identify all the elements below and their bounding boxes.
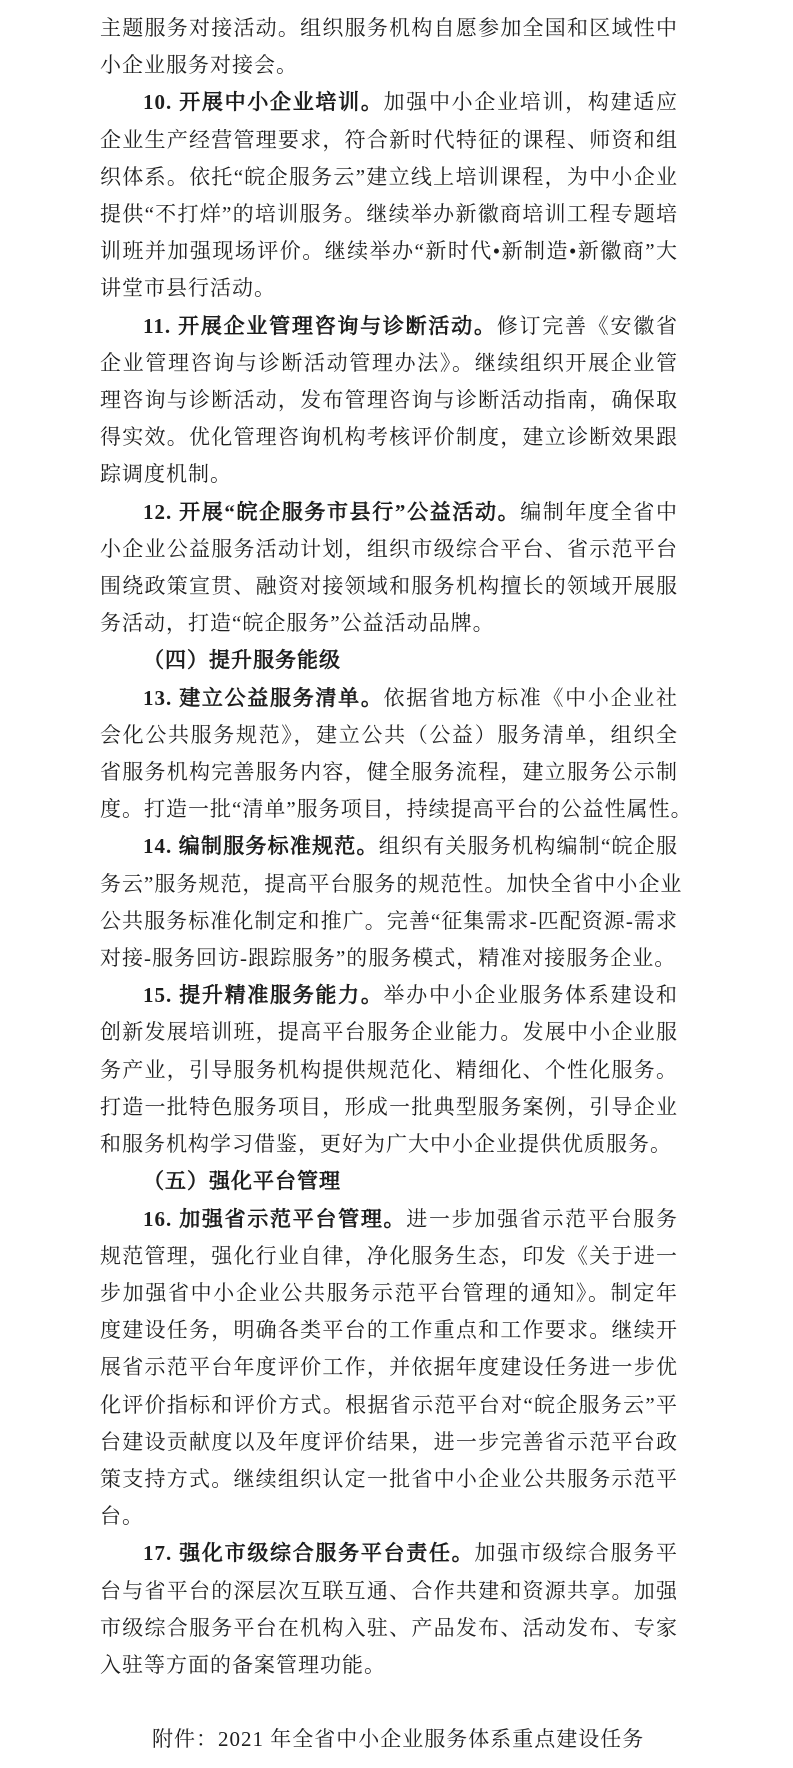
paragraph-15-line-1 <box>100 977 678 1014</box>
paragraph-16-line-9 <box>100 1498 678 1535</box>
body-text: 训班并加强现场评价。继续举办“新时代•新制造•新徽商”大 <box>100 239 678 264</box>
body-text: 附件：2021 年全省中小企业服务体系重点建设任务 <box>152 1727 645 1752</box>
body-text: 度建设任务，明确各类平台的工作重点和工作要求。继续开 <box>100 1318 678 1343</box>
paragraph-16-line-1 <box>100 1201 678 1238</box>
body-text: 企业生产经营管理要求，符合新时代特征的课程、师资和组 <box>100 127 678 152</box>
paragraph-10-line-4 <box>100 196 678 233</box>
paragraph-13-line-4 <box>100 791 693 828</box>
paragraph-14-line-2 <box>100 866 683 903</box>
bold-lead-text: （四）提升服务能级 <box>143 648 341 673</box>
paragraph-13-line-3 <box>100 754 678 791</box>
paragraph-14 <box>100 828 683 977</box>
paragraph-12 <box>100 494 678 643</box>
body-text: 踪调度机制。 <box>100 462 232 487</box>
body-text: 编制年度全省中 <box>520 499 679 524</box>
section-heading-4 <box>100 642 678 679</box>
body-text: 围绕政策宣贯、融资对接领域和服务机构擅长的领域开展服 <box>100 574 678 599</box>
paragraph-11-line-5 <box>100 456 678 493</box>
bold-lead-text: 15. 提升精准服务能力。 <box>143 983 384 1008</box>
attachment-line <box>100 1721 678 1758</box>
paragraph-10-line-1 <box>100 84 678 121</box>
body-text: 省服务机构完善服务内容，健全服务流程，建立服务公示制 <box>100 760 678 785</box>
body-text: 得实效。优化管理咨询机构考核评价制度，建立诊断效果跟 <box>100 425 678 450</box>
paragraph-11 <box>100 308 678 494</box>
body-text: 打造一批特色服务项目，形成一批典型服务案例，引导企业 <box>100 1094 678 1119</box>
paragraph-13-line-2 <box>100 717 678 754</box>
body-text: 加强市级综合服务平 <box>474 1541 679 1566</box>
body-text: 和服务机构学习借鉴，更好为广大中小企业提供优质服务。 <box>100 1132 672 1157</box>
paragraph-16-line-7 <box>100 1424 678 1461</box>
body-text: 展省示范平台年度评价工作，并依据年度建设任务进一步优 <box>100 1355 678 1380</box>
paragraph-continuation-line-2 <box>100 47 678 84</box>
body-text: 创新发展培训班，提高平台服务企业能力。发展中小企业服 <box>100 1020 678 1045</box>
body-text: 小企业服务对接会。 <box>100 53 298 78</box>
paragraph-14-line-1 <box>100 828 678 865</box>
paragraph-15-line-5 <box>100 1126 678 1163</box>
body-text: 进一步加强省示范平台服务 <box>406 1206 678 1231</box>
paragraph-15-line-3 <box>100 1052 678 1089</box>
paragraph-10-line-3 <box>100 159 678 196</box>
bold-lead-text: 14. 编制服务标准规范。 <box>143 834 379 859</box>
bold-lead-text: 10. 开展中小企业培训。 <box>143 90 384 115</box>
paragraph-11-line-3 <box>100 382 678 419</box>
paragraph-continuation <box>100 10 678 84</box>
bold-lead-text: 12. 开展“皖企服务市县行”公益活动。 <box>143 499 521 524</box>
paragraph-10-line-6 <box>100 270 678 307</box>
body-text: 企业管理咨询与诊断活动管理办法》。继续组织开展企业管 <box>100 350 678 375</box>
paragraph-12-line-2 <box>100 531 678 568</box>
body-text: 台建设贡献度以及年度评价结果，进一步完善省示范平台政 <box>100 1429 678 1454</box>
body-text: 步加强省中小企业公共服务示范平台管理的通知》。制定年 <box>100 1280 678 1305</box>
body-text: 讲堂市县行活动。 <box>100 276 276 301</box>
paragraph-16-line-2 <box>100 1238 678 1275</box>
body-text: 理咨询与诊断活动，发布管理咨询与诊断活动指南，确保取 <box>100 388 678 413</box>
paragraph-17-line-2 <box>100 1573 678 1610</box>
bold-lead-text: 17. 强化市级综合服务平台责任。 <box>143 1541 475 1566</box>
paragraph-17-line-3 <box>100 1610 678 1647</box>
paragraph-17-line-1 <box>100 1535 678 1572</box>
paragraph-continuation-line-1 <box>100 10 678 47</box>
body-text: 主题服务对接活动。组织服务机构自愿参加全国和区域性中 <box>100 16 678 40</box>
paragraph-11-line-4 <box>100 419 678 456</box>
paragraph-16-line-3 <box>100 1275 678 1312</box>
body-text: 依据省地方标准《中小企业社 <box>383 685 679 710</box>
body-text: 市级综合服务平台在机构入驻、产品发布、活动发布、专家 <box>100 1615 678 1640</box>
body-text: 会化公共服务规范》，建立公共（公益）服务清单，组织全 <box>100 722 678 747</box>
bold-lead-text: 16. 加强省示范平台管理。 <box>143 1206 407 1231</box>
body-text: 提供“不打烊”的培训服务。继续举办新徽商培训工程专题培 <box>100 202 678 227</box>
body-text: 务活动，打造“皖企服务”公益活动品牌。 <box>100 611 495 636</box>
paragraph-15 <box>100 977 678 1163</box>
bold-lead-text: （五）强化平台管理 <box>143 1169 341 1194</box>
body-text: 公共服务标准化制定和推广。完善“征集需求-匹配资源-需求 <box>100 908 678 933</box>
paragraph-17-line-4 <box>100 1647 678 1684</box>
body-text: 举办中小企业服务体系建设和 <box>383 983 679 1008</box>
paragraph-11-line-2 <box>100 345 678 382</box>
body-text: 织体系。依托“皖企服务云”建立线上培训课程，为中小企业 <box>100 164 678 189</box>
body-text: 加强中小企业培训，构建适应 <box>383 90 679 115</box>
paragraph-16-line-4 <box>100 1312 678 1349</box>
bold-lead-text: 11. 开展企业管理咨询与诊断活动。 <box>143 313 497 338</box>
body-text: 化评价指标和评价方式。根据省示范平台对“皖企服务云”平 <box>100 1392 678 1417</box>
body-text: 对接-服务回访-跟踪服务”的服务模式，精准对接服务企业。 <box>100 946 677 971</box>
section-heading-5 <box>100 1163 678 1200</box>
paragraph-10 <box>100 84 678 307</box>
paragraph-12-line-4 <box>100 605 678 642</box>
paragraph-12-line-3 <box>100 568 678 605</box>
paragraph-11-line-1 <box>100 308 678 345</box>
paragraph-10-line-2 <box>100 122 678 159</box>
body-text: 台与省平台的深层次互联互通、合作共建和资源共享。加强 <box>100 1578 678 1603</box>
paragraph-16 <box>100 1201 678 1536</box>
section-heading-4-line-1 <box>100 642 678 679</box>
paragraph-12-line-1 <box>100 494 678 531</box>
body-text: 台。 <box>100 1504 144 1529</box>
paragraph-16-line-8 <box>100 1461 678 1498</box>
paragraph-13 <box>100 680 693 829</box>
body-text: 策支持方式。继续组织认定一批省中小企业公共服务示范平 <box>100 1466 678 1491</box>
body-text: 入驻等方面的备案管理功能。 <box>100 1652 386 1677</box>
paragraph-17 <box>100 1535 678 1684</box>
paragraph-16-line-6 <box>100 1387 678 1424</box>
body-text: 度。打造一批“清单”服务项目，持续提高平台的公益性属性。 <box>100 797 693 822</box>
body-text: 务产业，引导服务机构提供规范化、精细化、个性化服务。 <box>100 1057 678 1082</box>
bold-lead-text: 13. 建立公益服务清单。 <box>143 685 384 710</box>
attachment-line-line-1 <box>100 1721 678 1758</box>
paragraph-13-line-1 <box>100 680 678 717</box>
body-text: 组织有关服务机构编制“皖企服 <box>378 834 678 859</box>
body-text: 务云”服务规范，提高平台服务的规范性。加快全省中小企业 <box>100 871 683 896</box>
body-text: 修订完善《安徽省 <box>496 313 679 338</box>
paragraph-15-line-4 <box>100 1089 678 1126</box>
section-heading-5-line-1 <box>100 1163 678 1200</box>
paragraph-14-line-4 <box>100 940 678 977</box>
paragraph-16-line-5 <box>100 1349 678 1386</box>
body-text: 小企业公益服务活动计划，组织市级综合平台、省示范平台 <box>100 536 678 561</box>
paragraph-10-line-5 <box>100 233 678 270</box>
paragraph-14-line-3 <box>100 903 678 940</box>
paragraph-15-line-2 <box>100 1014 678 1051</box>
body-text: 规范管理，强化行业自律，净化服务生态，印发《关于进一 <box>100 1243 678 1268</box>
